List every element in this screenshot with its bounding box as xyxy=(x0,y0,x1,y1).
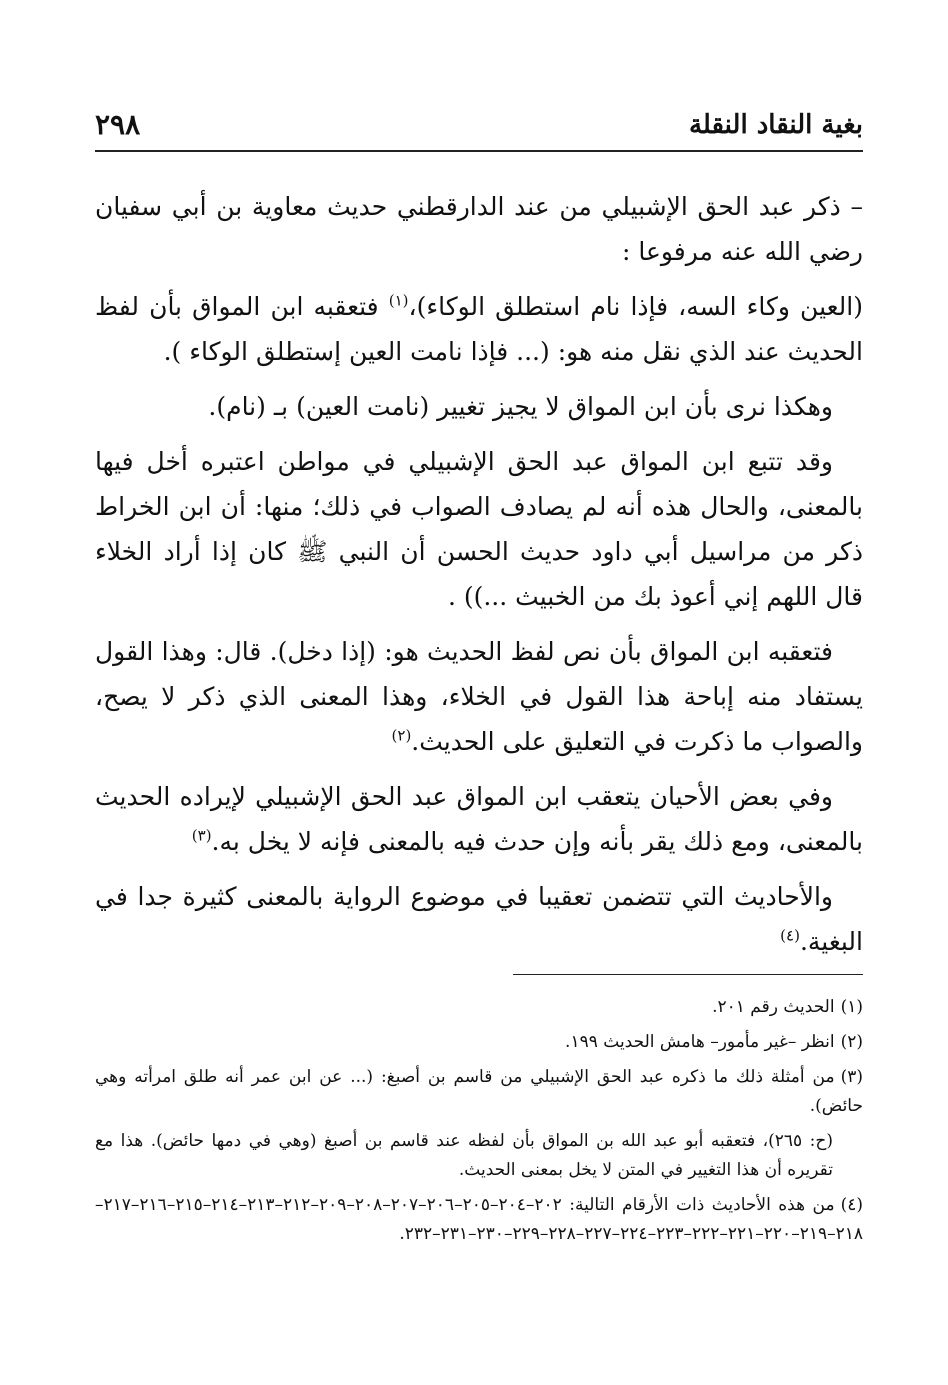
paragraph-text: والأحاديث التي تتضمن تعقيبا في موضوع الرواية بالمعنى كثيرة جدا في البغية. xyxy=(95,882,863,956)
footnote xyxy=(95,1028,863,1057)
footnote-text: الحديث رقم ٢٠١. xyxy=(712,997,835,1017)
footnote-text: من هذه الأحاديث ذات الأرقام التالية: ٢٠٢–٢٠٤–٢٠٥–٢٠٦–٢٠٧–٢٠٨–٢٠٩–٢١٢–٢١٣–٢١٤–٢١٥–٢١٦–٢١٧–٢١٨–٢١٩–٢٢٠–٢٢١–٢٢٢–٢٢٣–٢٢٤–٢٢٧–٢٢٨–٢٢٩–٢٣٠–٢٣١–٢٣٢. xyxy=(95,1195,863,1244)
footnote-text: انظر –غير مأمور– هامش الحديث ١٩٩. xyxy=(565,1032,835,1052)
paragraph-text: فتعقبه ابن المواق بأن نص لفظ الحديث هو: (إذا دخل). قال: وهذا القول يستفاد منه إباحة هذا القول في الخلاء، وهذا المعنى الذي ذكر لا يصح، والصواب ما ذكرت في التعليق على الحديث. xyxy=(95,637,863,756)
paragraph xyxy=(95,874,863,964)
running-title: بغية النقاد النقلة xyxy=(688,110,863,140)
footnote-divider xyxy=(513,974,863,975)
footnote-ref[interactable]: (٢) xyxy=(391,726,412,745)
paragraph-text: وقد تتبع ابن المواق عبد الحق الإشبيلي في مواطن اعتبره أخل فيها بالمعنى، والحال هذه أنه لم يصادف الصواب في ذلك؛ منها: أن ابن الخراط ذكر من مراسيل أبي داود حديث الحسن أن النبي ﷺ كان إذا أراد الخلاء قال اللهم إني أعوذ بك من الخبيث ...)) . xyxy=(95,447,863,611)
footnote-number: (٤) xyxy=(840,1195,863,1215)
footnote xyxy=(95,1191,863,1249)
paragraph-text: فتعقبه ابن المواق بأن لفظ الحديث عند الذي نقل منه هو: (... فإذا نامت العين إستطلق الوكاء ). xyxy=(95,292,863,366)
paragraph xyxy=(95,284,863,374)
paragraph xyxy=(95,184,863,274)
paragraph-text: وهكذا نرى بأن ابن المواق لا يجيز تغيير (نامت العين) بـ (نام). xyxy=(208,392,833,421)
footnote-ref[interactable]: (٤) xyxy=(780,926,800,945)
footnotes xyxy=(95,993,863,1249)
paragraph-text: وفي بعض الأحيان يتعقب ابن المواق عبد الحق الإشبيلي لإيراده الحديث بالمعنى، ومع ذلك يقر بأنه وإن حدث فيه بالمعنى فإنه لا يخل به. xyxy=(95,782,863,856)
paragraph xyxy=(95,774,863,864)
footnote-ref[interactable]: (١) xyxy=(388,291,409,310)
footnote-text: من أمثلة ذلك ما ذكره عبد الحق الإشبيلي من قاسم بن أصبغ: (... عن ابن عمر أنه طلق امرأته وهي حائض). xyxy=(95,1067,863,1116)
page-number: ٢٩٨ xyxy=(95,108,141,141)
paragraph xyxy=(95,629,863,764)
footnote xyxy=(95,993,863,1022)
footnote-number: (٢) xyxy=(840,1032,863,1052)
page-header xyxy=(95,100,863,152)
paragraph-text: – ذكر عبد الحق الإشبيلي من عند الدارقطني حديث معاوية بن أبي سفيان رضي الله عنه مرفوعا : xyxy=(95,192,863,266)
footnote-continuation xyxy=(95,1127,863,1185)
footnote-number: (٣) xyxy=(840,1067,863,1087)
footnote-text: (ح: ٢٦٥)، فتعقبه أبو عبد الله بن المواق بأن لفظه عند قاسم بن أصبغ (وهي في دمها حائض). هذا مع تقريره أن هذا التغيير في المتن لا يخل بمعنى الحديث. xyxy=(95,1131,833,1180)
book-page xyxy=(95,100,863,1255)
footnote xyxy=(95,1063,863,1121)
paragraph xyxy=(95,384,863,429)
paragraph-text: (العين وكاء السه، فإذا نام استطلق الوكاء)، xyxy=(408,292,863,321)
footnote-number: (١) xyxy=(840,997,863,1017)
main-text xyxy=(95,184,863,964)
footnote-ref[interactable]: (٣) xyxy=(191,826,212,845)
paragraph xyxy=(95,439,863,619)
